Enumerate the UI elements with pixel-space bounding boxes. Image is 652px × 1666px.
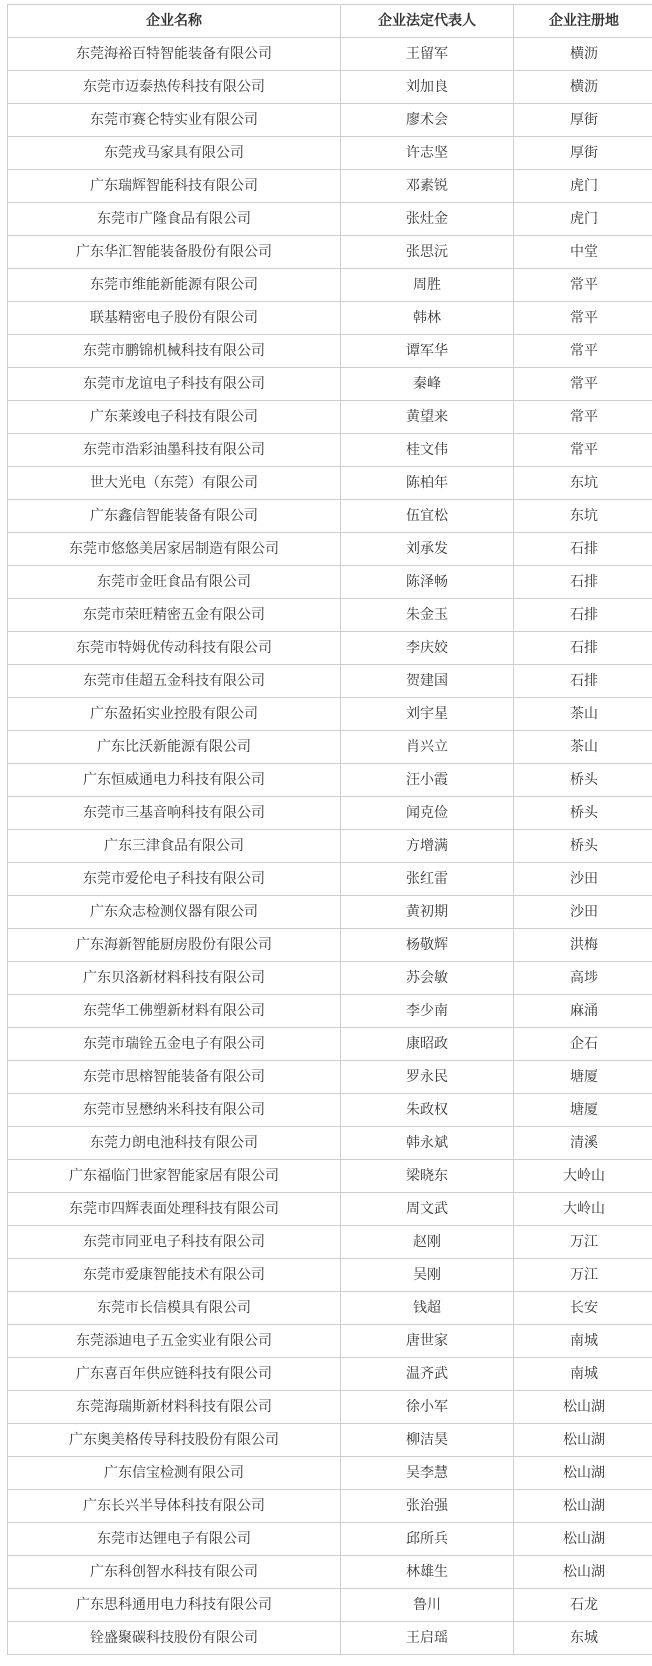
registration-place-cell: 厚街	[514, 137, 652, 170]
registration-place-cell: 茶山	[514, 731, 652, 764]
company-name-cell: 广东科创智水科技有限公司	[8, 1556, 341, 1589]
company-name-cell: 东莞市瑞铨五金电子有限公司	[8, 1028, 341, 1061]
registration-place-cell: 常平	[514, 335, 652, 368]
legal-representative-cell: 柳洁昊	[341, 1424, 514, 1457]
registration-place-cell: 常平	[514, 401, 652, 434]
registration-place-cell: 洪梅	[514, 929, 652, 962]
company-name-cell: 联基精密电子股份有限公司	[8, 302, 341, 335]
registration-place-cell: 塘厦	[514, 1061, 652, 1094]
company-name-cell: 广东鑫信智能装备有限公司	[8, 500, 341, 533]
company-name-cell: 东莞华工佛塑新材料有限公司	[8, 995, 341, 1028]
header-registration-place: 企业注册地	[514, 5, 652, 38]
company-name-cell: 东莞市思榕智能装备有限公司	[8, 1061, 341, 1094]
registration-place-cell: 东坑	[514, 500, 652, 533]
registration-place-cell: 南城	[514, 1358, 652, 1391]
table-row	[8, 1490, 652, 1523]
company-name-cell: 东莞海裕百特智能装备有限公司	[8, 38, 341, 71]
company-name-cell: 广东贝洛新材料科技有限公司	[8, 962, 341, 995]
header-legal-representative: 企业法定代表人	[341, 5, 514, 38]
registration-place-cell: 石排	[514, 533, 652, 566]
company-name-cell: 东莞戎马家具有限公司	[8, 137, 341, 170]
company-name-cell: 世大光电（东莞）有限公司	[8, 467, 341, 500]
company-name-cell: 广东恒威通电力科技有限公司	[8, 764, 341, 797]
registration-place-cell: 常平	[514, 269, 652, 302]
enterprise-table-container	[7, 4, 652, 1655]
legal-representative-cell: 周文武	[341, 1193, 514, 1226]
company-name-cell: 东莞市佳超五金科技有限公司	[8, 665, 341, 698]
legal-representative-cell: 秦峰	[341, 368, 514, 401]
registration-place-cell: 万江	[514, 1259, 652, 1292]
company-name-cell: 东莞力朗电池科技有限公司	[8, 1127, 341, 1160]
registration-place-cell: 企石	[514, 1028, 652, 1061]
company-name-cell: 东莞市同亚电子科技有限公司	[8, 1226, 341, 1259]
table-row	[8, 302, 652, 335]
registration-place-cell: 石排	[514, 566, 652, 599]
registration-place-cell: 大岭山	[514, 1160, 652, 1193]
company-name-cell: 东莞海瑞斯新材料科技有限公司	[8, 1391, 341, 1424]
company-name-cell: 广东瑞辉智能科技有限公司	[8, 170, 341, 203]
registration-place-cell: 沙田	[514, 896, 652, 929]
company-name-cell: 东莞市荣旺精密五金有限公司	[8, 599, 341, 632]
registration-place-cell: 松山湖	[514, 1457, 652, 1490]
registration-place-cell: 横沥	[514, 38, 652, 71]
company-name-cell: 铨盛聚碳科技股份有限公司	[8, 1622, 341, 1655]
registration-place-cell: 松山湖	[514, 1556, 652, 1589]
registration-place-cell: 东坑	[514, 467, 652, 500]
table-row	[8, 170, 652, 203]
company-name-cell: 广东华汇智能装备股份有限公司	[8, 236, 341, 269]
legal-representative-cell: 苏会敏	[341, 962, 514, 995]
table-row	[8, 1622, 652, 1655]
legal-representative-cell: 桂文伟	[341, 434, 514, 467]
legal-representative-cell: 汪小霞	[341, 764, 514, 797]
registration-place-cell: 桥头	[514, 830, 652, 863]
registration-place-cell: 虎门	[514, 170, 652, 203]
legal-representative-cell: 唐世家	[341, 1325, 514, 1358]
legal-representative-cell: 李庆姣	[341, 632, 514, 665]
legal-representative-cell: 谭军华	[341, 335, 514, 368]
company-name-cell: 东莞市三基音响科技有限公司	[8, 797, 341, 830]
enterprise-table	[7, 4, 652, 1655]
legal-representative-cell: 黄望来	[341, 401, 514, 434]
registration-place-cell: 松山湖	[514, 1424, 652, 1457]
table-row	[8, 1391, 652, 1424]
company-name-cell: 东莞市特姆优传动科技有限公司	[8, 632, 341, 665]
company-name-cell: 东莞市维能新能源有限公司	[8, 269, 341, 302]
registration-place-cell: 中堂	[514, 236, 652, 269]
company-name-cell: 东莞添迪电子五金实业有限公司	[8, 1325, 341, 1358]
registration-place-cell: 麻涌	[514, 995, 652, 1028]
registration-place-cell: 石排	[514, 632, 652, 665]
table-row	[8, 434, 652, 467]
table-row	[8, 236, 652, 269]
registration-place-cell: 松山湖	[514, 1391, 652, 1424]
legal-representative-cell: 陈泽畅	[341, 566, 514, 599]
company-name-cell: 广东众志检测仪器有限公司	[8, 896, 341, 929]
company-name-cell: 东莞市达锂电子有限公司	[8, 1523, 341, 1556]
table-row	[8, 1094, 652, 1127]
company-name-cell: 东莞市昱懋纳米科技有限公司	[8, 1094, 341, 1127]
table-row	[8, 995, 652, 1028]
table-row	[8, 1061, 652, 1094]
legal-representative-cell: 闻克俭	[341, 797, 514, 830]
company-name-cell: 东莞市迈泰热传科技有限公司	[8, 71, 341, 104]
registration-place-cell: 石排	[514, 665, 652, 698]
company-name-cell: 东莞市鹏锦机械科技有限公司	[8, 335, 341, 368]
table-row	[8, 698, 652, 731]
legal-representative-cell: 温齐武	[341, 1358, 514, 1391]
legal-representative-cell: 李少南	[341, 995, 514, 1028]
table-row	[8, 335, 652, 368]
legal-representative-cell: 罗永民	[341, 1061, 514, 1094]
registration-place-cell: 常平	[514, 434, 652, 467]
table-row	[8, 797, 652, 830]
table-row	[8, 566, 652, 599]
company-name-cell: 广东福临门世家智能家居有限公司	[8, 1160, 341, 1193]
legal-representative-cell: 王启瑶	[341, 1622, 514, 1655]
table-row	[8, 1259, 652, 1292]
registration-place-cell: 塘厦	[514, 1094, 652, 1127]
company-name-cell: 广东莱竣电子科技有限公司	[8, 401, 341, 434]
legal-representative-cell: 伍宜松	[341, 500, 514, 533]
legal-representative-cell: 刘加良	[341, 71, 514, 104]
table-row	[8, 38, 652, 71]
registration-place-cell: 万江	[514, 1226, 652, 1259]
registration-place-cell: 石龙	[514, 1589, 652, 1622]
company-name-cell: 东莞市悠悠美居家居制造有限公司	[8, 533, 341, 566]
legal-representative-cell: 邓素锐	[341, 170, 514, 203]
registration-place-cell: 常平	[514, 368, 652, 401]
table-row	[8, 137, 652, 170]
company-name-cell: 广东长兴半导体科技有限公司	[8, 1490, 341, 1523]
registration-place-cell: 高埗	[514, 962, 652, 995]
legal-representative-cell: 张思沅	[341, 236, 514, 269]
table-row	[8, 1523, 652, 1556]
legal-representative-cell: 钱超	[341, 1292, 514, 1325]
legal-representative-cell: 赵刚	[341, 1226, 514, 1259]
legal-representative-cell: 韩永斌	[341, 1127, 514, 1160]
legal-representative-cell: 杨敬辉	[341, 929, 514, 962]
company-name-cell: 东莞市爱伦电子科技有限公司	[8, 863, 341, 896]
table-row	[8, 1589, 652, 1622]
legal-representative-cell: 张灶金	[341, 203, 514, 236]
table-row	[8, 1358, 652, 1391]
registration-place-cell: 横沥	[514, 71, 652, 104]
table-row	[8, 203, 652, 236]
legal-representative-cell: 朱金玉	[341, 599, 514, 632]
legal-representative-cell: 贺建国	[341, 665, 514, 698]
legal-representative-cell: 黄初期	[341, 896, 514, 929]
table-row	[8, 269, 652, 302]
table-row	[8, 599, 652, 632]
legal-representative-cell: 肖兴立	[341, 731, 514, 764]
registration-place-cell: 常平	[514, 302, 652, 335]
company-name-cell: 东莞市龙谊电子科技有限公司	[8, 368, 341, 401]
table-row	[8, 764, 652, 797]
company-name-cell: 东莞市金旺食品有限公司	[8, 566, 341, 599]
table-row	[8, 1028, 652, 1061]
legal-representative-cell: 刘宇星	[341, 698, 514, 731]
legal-representative-cell: 邱所兵	[341, 1523, 514, 1556]
company-name-cell: 东莞市浩彩油墨科技有限公司	[8, 434, 341, 467]
company-name-cell: 广东信宝检测有限公司	[8, 1457, 341, 1490]
registration-place-cell: 大岭山	[514, 1193, 652, 1226]
registration-place-cell: 厚街	[514, 104, 652, 137]
registration-place-cell: 清溪	[514, 1127, 652, 1160]
table-row	[8, 467, 652, 500]
table-row	[8, 500, 652, 533]
legal-representative-cell: 刘承发	[341, 533, 514, 566]
company-name-cell: 广东喜百年供应链科技有限公司	[8, 1358, 341, 1391]
table-row	[8, 896, 652, 929]
legal-representative-cell: 林雄生	[341, 1556, 514, 1589]
company-name-cell: 广东三津食品有限公司	[8, 830, 341, 863]
registration-place-cell: 沙田	[514, 863, 652, 896]
registration-place-cell: 茶山	[514, 698, 652, 731]
company-name-cell: 东莞市爱康智能技术有限公司	[8, 1259, 341, 1292]
company-name-cell: 广东比沃新能源有限公司	[8, 731, 341, 764]
table-row	[8, 665, 652, 698]
table-body	[8, 38, 652, 1655]
table-row	[8, 1556, 652, 1589]
company-name-cell: 东莞市四辉表面处理科技有限公司	[8, 1193, 341, 1226]
table-row	[8, 401, 652, 434]
table-row	[8, 1226, 652, 1259]
table-row	[8, 1457, 652, 1490]
legal-representative-cell: 朱政权	[341, 1094, 514, 1127]
legal-representative-cell: 康昭政	[341, 1028, 514, 1061]
registration-place-cell: 虎门	[514, 203, 652, 236]
registration-place-cell: 东城	[514, 1622, 652, 1655]
legal-representative-cell: 梁晓东	[341, 1160, 514, 1193]
table-row	[8, 1160, 652, 1193]
registration-place-cell: 桥头	[514, 797, 652, 830]
legal-representative-cell: 周胜	[341, 269, 514, 302]
table-row	[8, 1193, 652, 1226]
legal-representative-cell: 鲁川	[341, 1589, 514, 1622]
legal-representative-cell: 吴刚	[341, 1259, 514, 1292]
header-company-name: 企业名称	[8, 5, 341, 38]
company-name-cell: 东莞市长信模具有限公司	[8, 1292, 341, 1325]
company-name-cell: 广东盈拓实业控股有限公司	[8, 698, 341, 731]
registration-place-cell: 长安	[514, 1292, 652, 1325]
registration-place-cell: 桥头	[514, 764, 652, 797]
table-row	[8, 1424, 652, 1457]
table-header-row	[8, 5, 652, 38]
table-row	[8, 731, 652, 764]
table-row	[8, 71, 652, 104]
company-name-cell: 广东奥美格传导科技股份有限公司	[8, 1424, 341, 1457]
table-row	[8, 929, 652, 962]
table-row	[8, 962, 652, 995]
legal-representative-cell: 陈柏年	[341, 467, 514, 500]
table-row	[8, 830, 652, 863]
table-row	[8, 368, 652, 401]
legal-representative-cell: 方增满	[341, 830, 514, 863]
table-row	[8, 863, 652, 896]
legal-representative-cell: 廖术会	[341, 104, 514, 137]
company-name-cell: 广东海新智能厨房股份有限公司	[8, 929, 341, 962]
legal-representative-cell: 徐小军	[341, 1391, 514, 1424]
legal-representative-cell: 王留军	[341, 38, 514, 71]
table-row	[8, 1292, 652, 1325]
table-row	[8, 1325, 652, 1358]
legal-representative-cell: 张红雷	[341, 863, 514, 896]
registration-place-cell: 石排	[514, 599, 652, 632]
table-row	[8, 632, 652, 665]
table-row	[8, 533, 652, 566]
company-name-cell: 东莞市赛仑特实业有限公司	[8, 104, 341, 137]
registration-place-cell: 松山湖	[514, 1523, 652, 1556]
legal-representative-cell: 吴李慧	[341, 1457, 514, 1490]
legal-representative-cell: 许志坚	[341, 137, 514, 170]
legal-representative-cell: 韩林	[341, 302, 514, 335]
company-name-cell: 东莞市广隆食品有限公司	[8, 203, 341, 236]
company-name-cell: 广东思科通用电力科技有限公司	[8, 1589, 341, 1622]
table-row	[8, 1127, 652, 1160]
registration-place-cell: 松山湖	[514, 1490, 652, 1523]
legal-representative-cell: 张治强	[341, 1490, 514, 1523]
registration-place-cell: 南城	[514, 1325, 652, 1358]
table-row	[8, 104, 652, 137]
